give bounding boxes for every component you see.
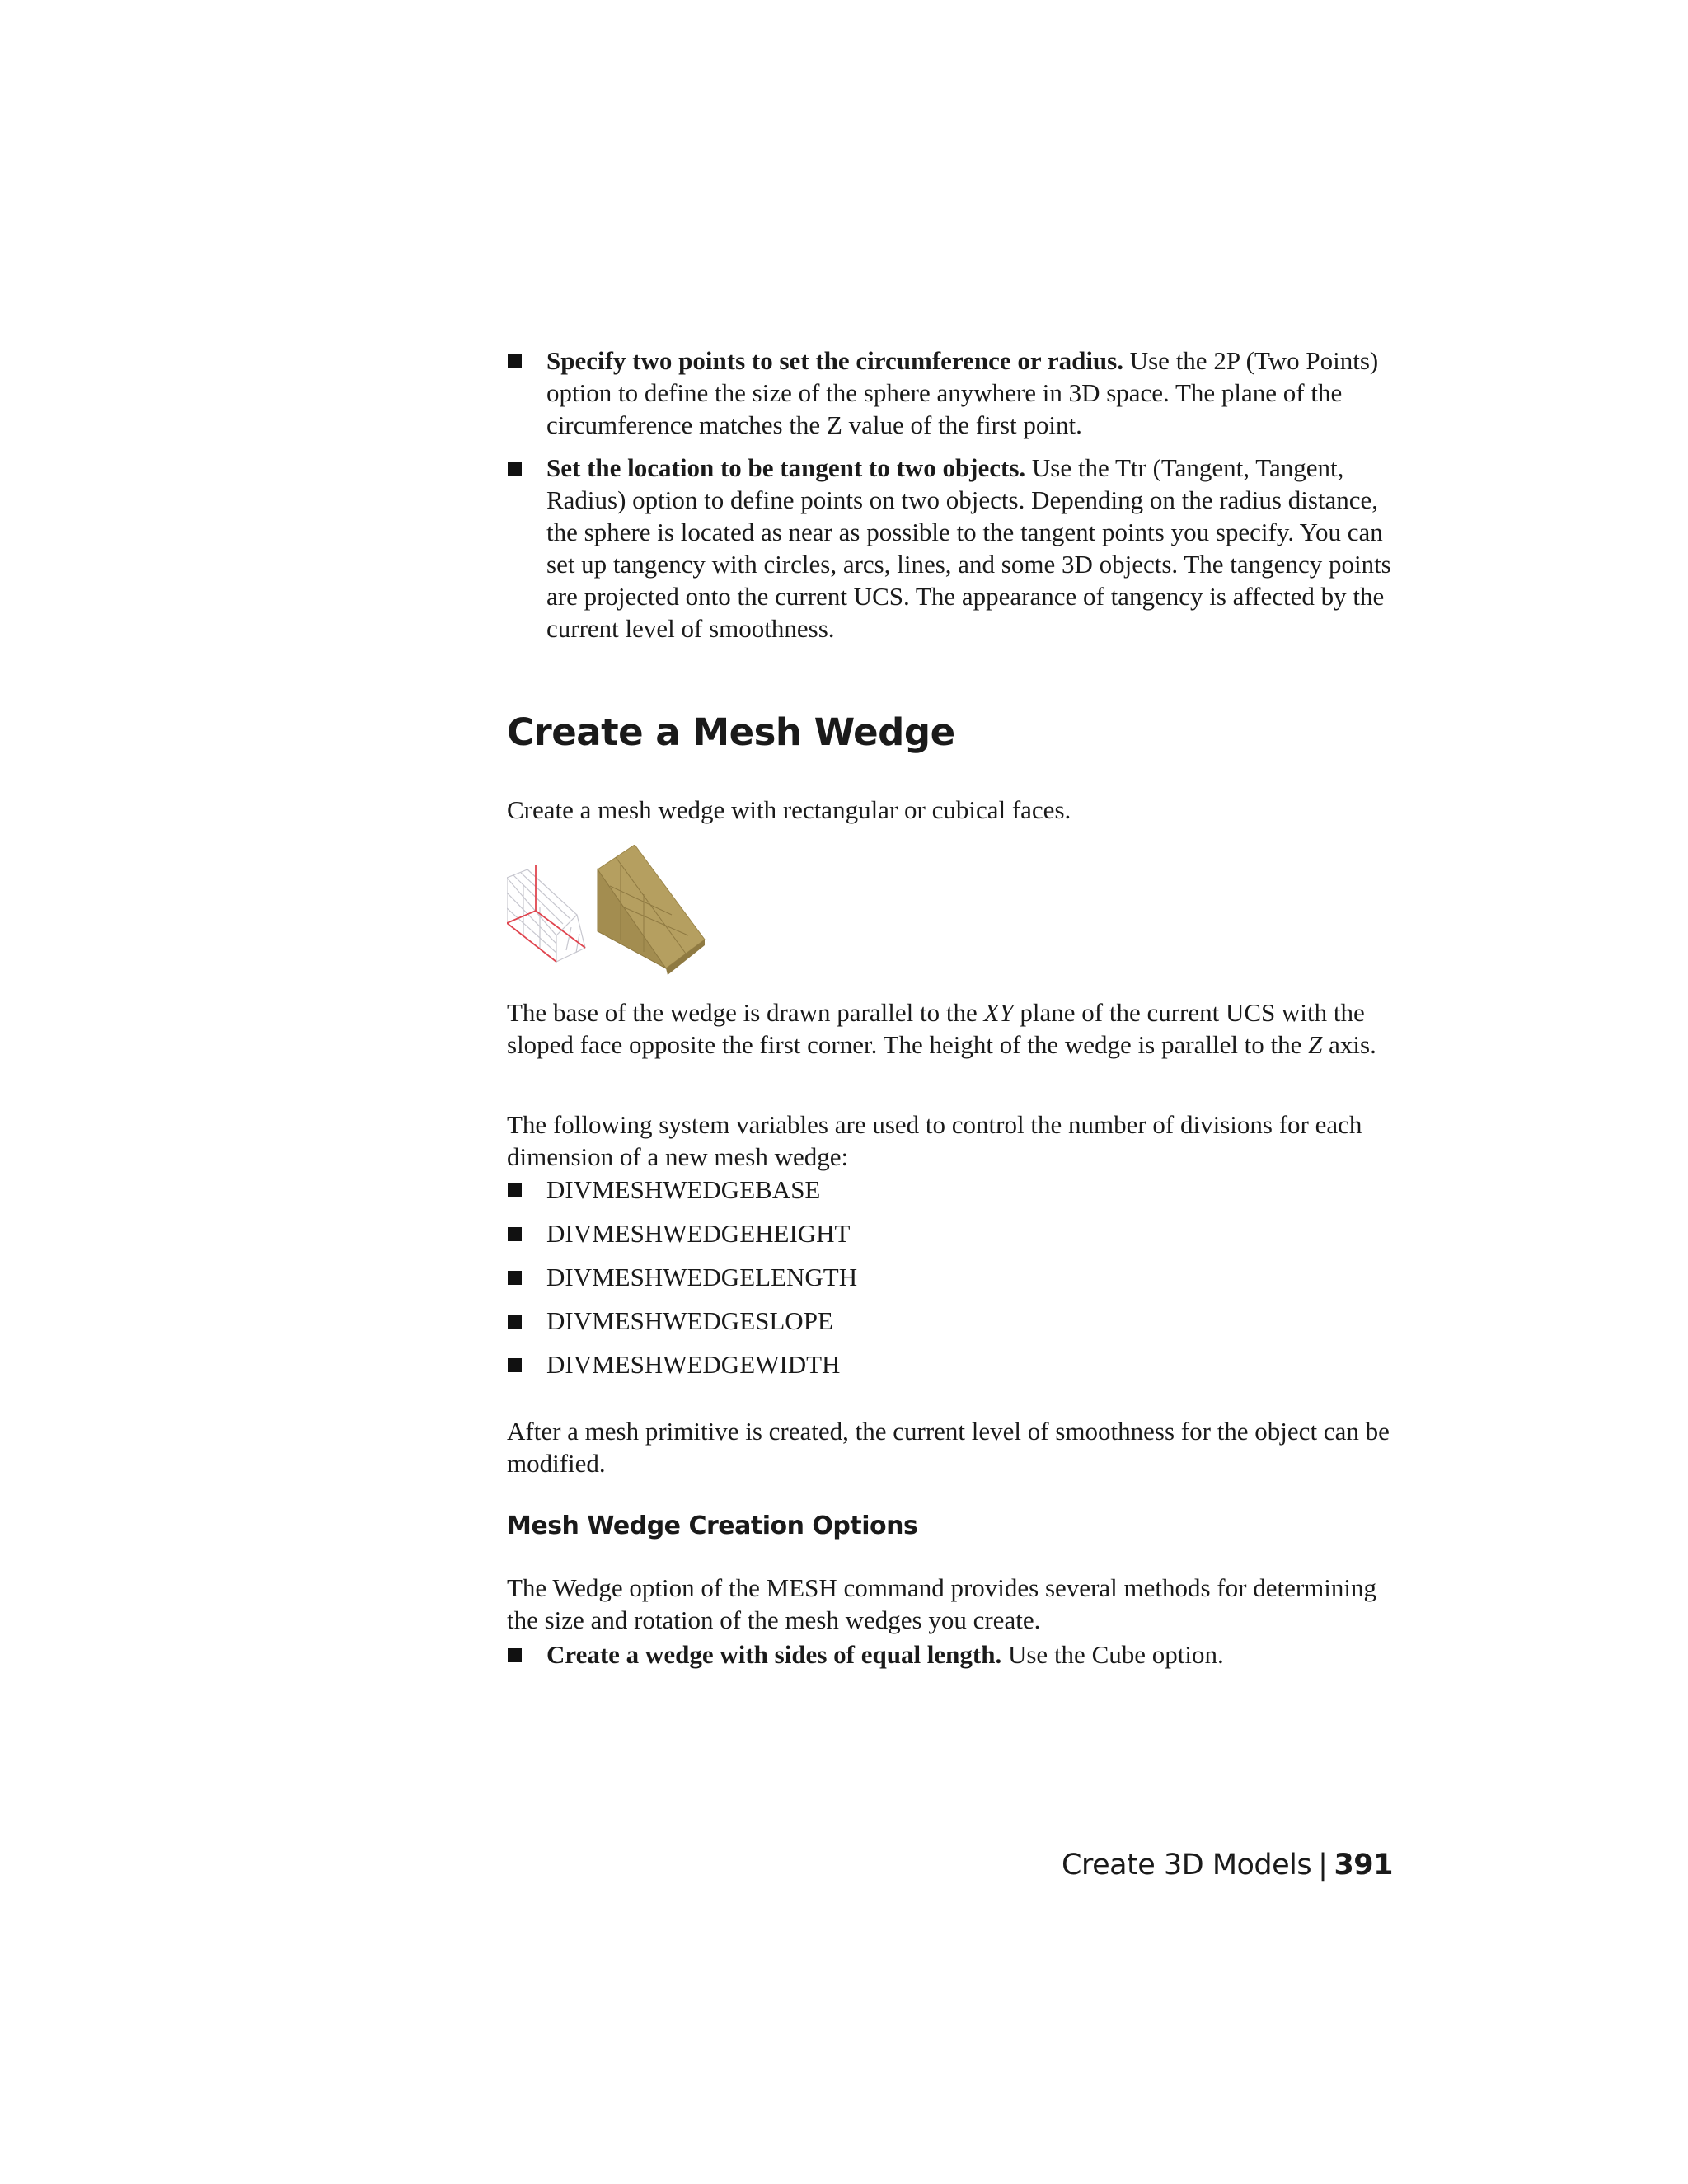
- system-variables-paragraph: The following system variables are used to control the number of divisions for each dimension of a new mesh wedge:: [507, 1110, 1362, 1171]
- bullet-lead: Specify two points to set the circumference or radius.: [546, 346, 1123, 375]
- bullet-square-icon: [508, 1648, 522, 1662]
- z-term: Z: [1308, 1030, 1323, 1059]
- bullet-square-icon: [508, 1227, 522, 1241]
- variable-name: DIVMESHWEDGESLOPE: [546, 1306, 833, 1335]
- page-footer: [1062, 1849, 1393, 1882]
- bullet-tangent: [507, 452, 1393, 644]
- bullet-square-icon: [508, 462, 522, 476]
- footer-separator: |: [1318, 1849, 1328, 1882]
- bullet-square-icon: [508, 1271, 522, 1285]
- mesh-wedge-illustration: [507, 845, 713, 977]
- list-item: [507, 1261, 1393, 1293]
- bullet-text: Use the 2P (Two Points) option to define the size of the sphere anywhere in 3D space. The plane of the circumference matches the Z value of the first point.: [546, 346, 1379, 439]
- variable-name: DIVMESHWEDGELENGTH: [546, 1263, 858, 1291]
- bullet-text: Use the Cube option.: [1001, 1640, 1224, 1669]
- section-heading: Create a Mesh Wedge: [507, 710, 955, 754]
- bullet-two-points: [507, 344, 1393, 441]
- para-text: plane of the current UCS with the sloped face opposite the first corner. The height of the wedge is parallel to the: [507, 998, 1365, 1059]
- section-intro: Create a mesh wedge with rectangular or cubical faces.: [507, 795, 1071, 824]
- bullet-square-icon: [508, 1183, 522, 1197]
- list-item: [507, 1305, 1393, 1337]
- bullet-square-icon: [508, 1358, 522, 1372]
- para-text: The base of the wedge is drawn parallel to the: [507, 998, 984, 1027]
- subsection-heading: Mesh Wedge Creation Options: [507, 1511, 918, 1540]
- mesh-wedge-figure: [507, 845, 713, 977]
- variable-name: DIVMESHWEDGEBASE: [546, 1175, 821, 1204]
- list-item: [507, 1348, 1393, 1380]
- creation-options-list: [507, 1638, 1393, 1671]
- xy-term: XY: [983, 998, 1014, 1027]
- para-text: axis.: [1322, 1030, 1376, 1059]
- bullet-lead: Create a wedge with sides of equal length.: [546, 1640, 1002, 1669]
- bullet-square-icon: [508, 1315, 522, 1329]
- variable-name: DIVMESHWEDGEHEIGHT: [546, 1219, 851, 1248]
- bullet-lead: Set the location to be tangent to two objects.: [546, 453, 1026, 482]
- shaded-wedge: [598, 845, 705, 975]
- intro-bullet-list: [507, 344, 1393, 644]
- bullet-text: Use the Ttr (Tangent, Tangent, Radius) option to define points on two objects. Depending on the radius distance, the sphere is located as near as possible to the tangent points you specify. You can set up tangency with circles, arcs, lines, and some 3D objects. The tangency points are projected onto the current UCS. The appearance of tangency is affected by the current level of smoothness.: [546, 453, 1391, 643]
- bullet-cube: [507, 1638, 1393, 1671]
- list-item: [507, 1174, 1393, 1206]
- smoothness-paragraph: After a mesh primitive is created, the current level of smoothness for the object can be modified.: [507, 1417, 1390, 1478]
- variable-name: DIVMESHWEDGEWIDTH: [546, 1350, 841, 1379]
- wedge-base-paragraph: [507, 996, 1393, 1061]
- system-variables-list: [507, 1174, 1393, 1380]
- wedge-option-paragraph: The Wedge option of the MESH command provides several methods for determining the size and rotation of the mesh wedges you create.: [507, 1573, 1376, 1634]
- chapter-title: Create 3D Models: [1062, 1849, 1312, 1882]
- wireframe-wedge: [507, 869, 585, 962]
- bullet-square-icon: [508, 354, 522, 368]
- list-item: [507, 1217, 1393, 1249]
- page-number: 391: [1334, 1849, 1393, 1882]
